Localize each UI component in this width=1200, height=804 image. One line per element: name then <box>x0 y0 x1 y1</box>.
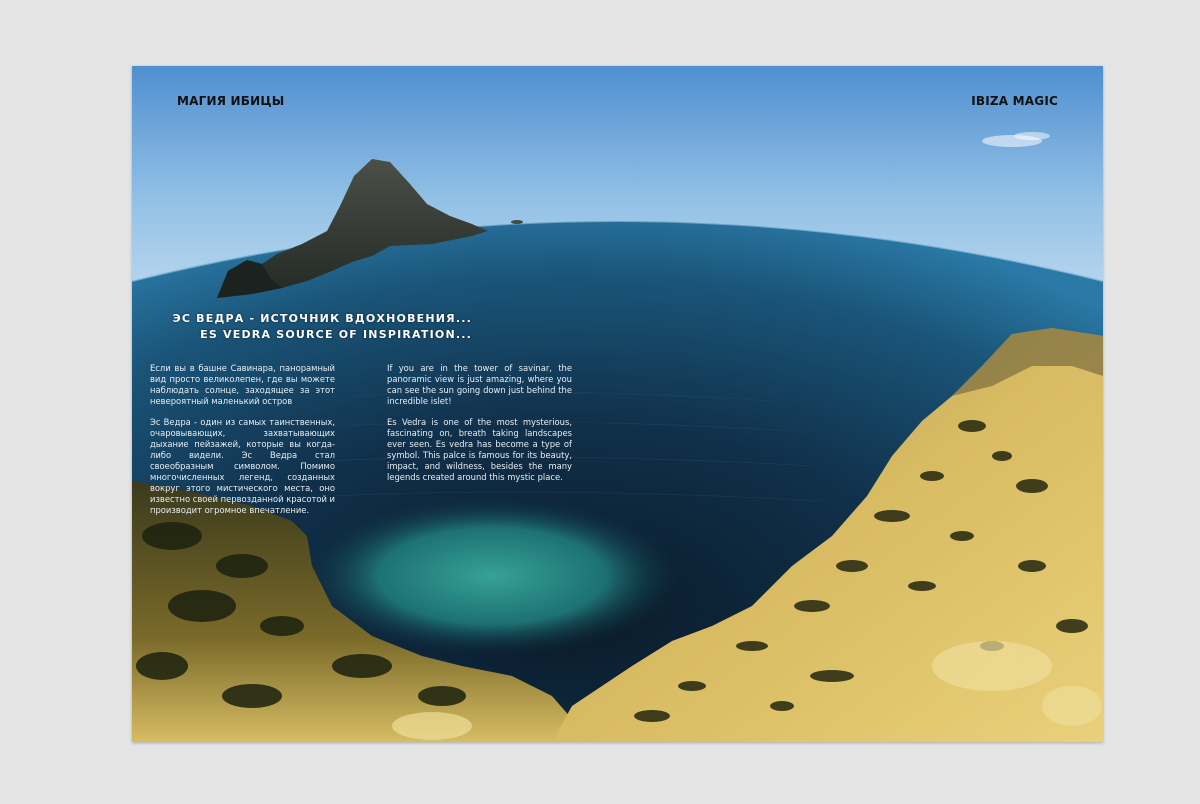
header-right-title: IBIZA MAGIC <box>971 94 1058 108</box>
body-paragraph: Es Vedra is one of the most mysterious, fascinating on, breath taking landscapes ever seen. Es vedra has become a type of symbol. This palce is famous for its beauty, impact, and wildness, besides the many legends created around this mystic place. <box>387 417 572 482</box>
body-column-russian <box>150 363 335 526</box>
header-left-title: МАГИЯ ИБИЦЫ <box>177 94 285 108</box>
headline-russian: ЭС ВЕДРА - ИСТОЧНИК ВДОХНОВЕНИЯ... <box>172 312 472 325</box>
body-column-english <box>387 363 572 493</box>
magazine-spread <box>132 66 1103 742</box>
body-paragraph: If you are in the tower of savinar, the panoramic view is just amazing, where you can see the sun going down just behind the incredible islet! <box>387 363 572 406</box>
body-paragraph: Эс Ведра - один из самых таинственных, очаровывающих, захватывающих дыхание пейзажей, которые вы когда-либо видели. Эс Ведра стал своеобразным символом. Помимо многочисленных легенд, созданных вокруг этого мистического места, оно известно своей первозданной красотой и производит огромное впечатление. <box>150 417 335 515</box>
body-paragraph: Если вы в башне Савинара, панорамный вид просто великолепен, где вы можете наблюдать солнце, заходящее за этот невероятный маленький остров <box>150 363 335 406</box>
headline-english: ES VEDRA SOURCE OF INSPIRATION... <box>200 328 472 341</box>
